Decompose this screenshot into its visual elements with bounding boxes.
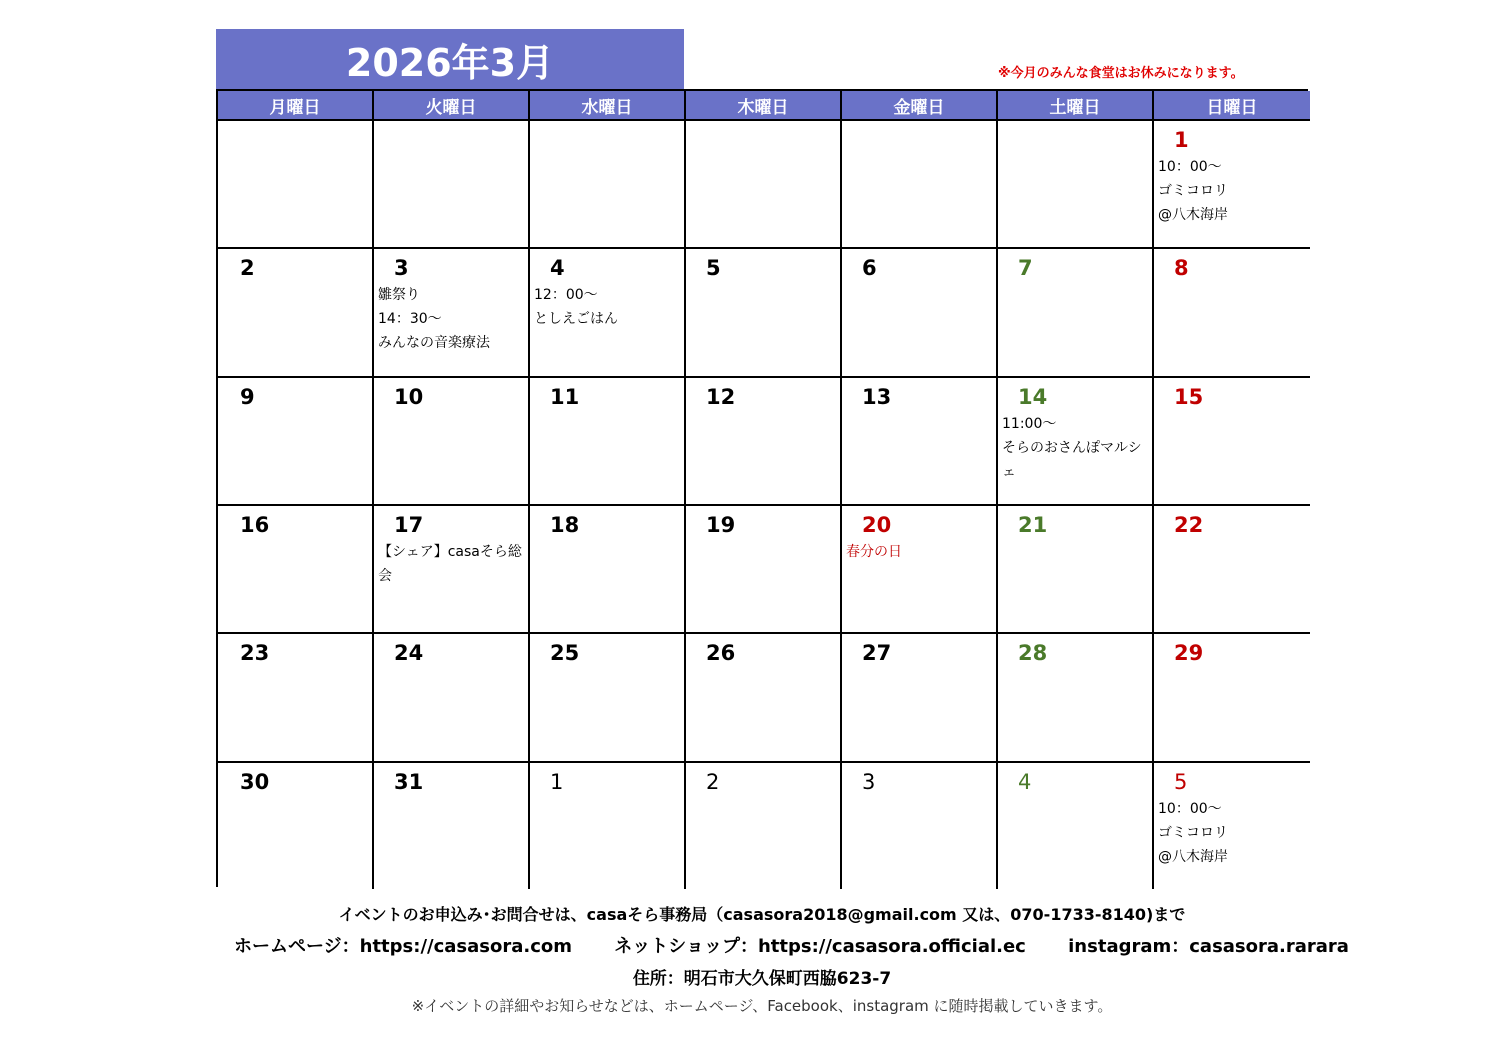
contact-info: イベントのお申込み･お問合せは、casaそら事務局（casasora2018@gmail.com 又は、070-1733-8140)まで <box>338 905 1186 924</box>
day-number: 13 <box>862 384 892 409</box>
event-line: 会 <box>378 567 392 584</box>
day-cell <box>374 376 530 504</box>
links-line <box>216 932 1349 958</box>
calendar-grid <box>216 89 1308 887</box>
day-cell <box>1154 632 1310 760</box>
day-number: 20 <box>862 512 892 537</box>
day-cell <box>1154 119 1310 247</box>
day-cell <box>998 632 1154 760</box>
event-line: 12：00～ <box>534 287 598 304</box>
day-cell <box>374 632 530 760</box>
day-cell <box>998 504 1154 632</box>
event-line: @八木海岸 <box>1158 848 1228 865</box>
day-cell <box>374 247 530 375</box>
day-number: 1 <box>1174 128 1189 152</box>
day-cell <box>530 376 686 504</box>
day-number: 24 <box>394 641 424 666</box>
day-cell <box>530 119 686 247</box>
day-number: 21 <box>1018 512 1048 537</box>
event-line: 春分の日 <box>846 543 902 560</box>
event-line: 11:00～ <box>1002 415 1057 432</box>
event-list <box>1158 155 1306 227</box>
footer-note: ※イベントの詳細やお知らせなどは、ホームページ、Facebook、instagram に随時掲載していきます。 <box>411 997 1113 1015</box>
event-list <box>378 540 524 588</box>
day-number: 26 <box>706 641 736 666</box>
day-cell <box>686 376 842 504</box>
address: 住所：明石市大久保町西脇623-7 <box>632 969 892 989</box>
day-cell <box>842 632 998 760</box>
day-cell <box>218 376 374 504</box>
event-line: 雛祭り <box>378 287 420 304</box>
day-cell <box>842 119 998 247</box>
day-cell <box>218 247 374 375</box>
day-cell <box>998 119 1154 247</box>
event-line: 10：00～ <box>1158 800 1222 817</box>
day-number: 4 <box>1018 769 1032 794</box>
instagram-link[interactable]: instagram：casasora.rarara <box>1068 936 1349 957</box>
event-line: としえごはん <box>534 311 618 328</box>
day-cell <box>530 761 686 889</box>
day-number: 3 <box>394 256 409 281</box>
day-cell <box>374 504 530 632</box>
day-number: 6 <box>862 256 877 281</box>
day-cell <box>842 504 998 632</box>
weekday-header-sun: 日曜日 <box>1154 91 1310 119</box>
day-number: 10 <box>394 384 424 409</box>
day-number: 5 <box>706 256 721 281</box>
day-number: 17 <box>394 512 424 537</box>
day-number: 1 <box>550 769 564 794</box>
weekday-header-fri: 金曜日 <box>842 91 998 119</box>
day-cell <box>686 247 842 375</box>
day-number: 29 <box>1174 641 1204 666</box>
day-number: 23 <box>240 641 270 666</box>
weekday-header-sat: 土曜日 <box>998 91 1154 119</box>
event-line: ゴミコロリ <box>1158 824 1228 841</box>
shop-link[interactable]: ネットショップ：https://casasora.official.ec <box>614 936 1026 957</box>
day-cell <box>1154 504 1310 632</box>
day-number: 3 <box>862 769 876 794</box>
day-cell <box>998 376 1154 504</box>
event-line: 【シェア】casaそら総 <box>378 543 522 560</box>
day-cell <box>530 632 686 760</box>
day-number: 22 <box>1174 512 1204 537</box>
day-cell <box>374 761 530 889</box>
day-number: 19 <box>706 512 736 537</box>
event-list <box>846 540 992 564</box>
weekday-header-wed: 水曜日 <box>530 91 686 119</box>
weekday-header-tue: 火曜日 <box>374 91 530 119</box>
event-line: ゴミコロリ <box>1158 183 1228 199</box>
day-cell <box>842 376 998 504</box>
day-number: 9 <box>240 384 255 409</box>
day-number: 15 <box>1174 384 1204 409</box>
day-number: 28 <box>1018 641 1048 666</box>
event-line: @八木海岸 <box>1158 207 1228 223</box>
day-number: 4 <box>550 256 565 281</box>
day-cell <box>686 504 842 632</box>
day-cell <box>842 247 998 375</box>
day-cell <box>1154 376 1310 504</box>
day-number: 18 <box>550 512 580 537</box>
event-line: みんなの音楽療法 <box>378 335 490 352</box>
day-cell <box>218 761 374 889</box>
day-number: 31 <box>394 769 424 794</box>
day-cell <box>530 504 686 632</box>
day-cell <box>218 632 374 760</box>
weekday-header-thu: 木曜日 <box>686 91 842 119</box>
closure-notice: ※今月のみんな食堂はお休みになります。 <box>998 66 1244 81</box>
weekday-header-mon: 月曜日 <box>218 91 374 119</box>
event-list <box>1158 797 1306 869</box>
day-number: 7 <box>1018 256 1033 281</box>
day-number: 30 <box>240 769 270 794</box>
day-cell <box>1154 247 1310 375</box>
day-cell <box>842 761 998 889</box>
day-number: 2 <box>706 769 720 794</box>
event-list <box>534 283 680 331</box>
homepage-link[interactable]: ホームページ：https://casasora.com <box>234 936 573 957</box>
day-cell <box>686 119 842 247</box>
day-number: 27 <box>862 641 892 666</box>
day-number: 25 <box>550 641 580 666</box>
day-cell <box>218 504 374 632</box>
day-cell <box>686 632 842 760</box>
day-cell <box>998 247 1154 375</box>
calendar-title: 2026年3月 <box>216 29 684 89</box>
day-cell <box>374 119 530 247</box>
day-number: 8 <box>1174 256 1189 281</box>
day-cell <box>686 761 842 889</box>
day-number: 16 <box>240 512 270 537</box>
day-number: 12 <box>706 384 736 409</box>
day-number: 2 <box>240 256 255 281</box>
day-cell <box>1154 761 1310 889</box>
day-number: 11 <box>550 384 580 409</box>
day-number: 5 <box>1174 769 1188 794</box>
day-cell <box>218 119 374 247</box>
event-line: そらのおさんぽマルシェ <box>1002 439 1142 480</box>
event-line: 10：00～ <box>1158 159 1222 175</box>
day-cell <box>998 761 1154 889</box>
event-line: 14：30～ <box>378 311 442 328</box>
day-cell <box>530 247 686 375</box>
event-list <box>378 283 524 355</box>
event-list <box>1002 412 1148 484</box>
day-number: 14 <box>1018 384 1048 409</box>
